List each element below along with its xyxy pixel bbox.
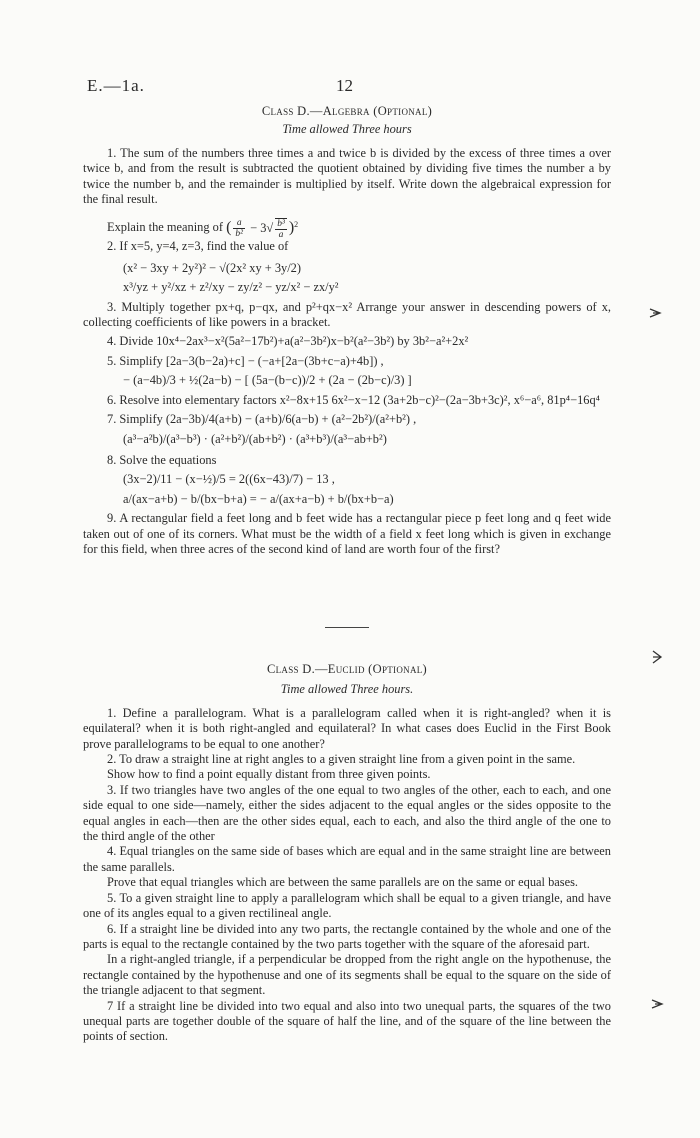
euclid-question-3: 3. If two triangles have two angles of the one equal to two angles of the other, each to each, and one side equal to one side—namely, either the sides adjacent to the equal angles or the sides opposite to the equal angles in each—then are the other sides equal, each to each, and also the third angle of the one to the third angle of the other xyxy=(83,782,611,844)
algebra-question-7-expression-b: (a³−a²b)/(a³−b³) · (a²+b²)/(ab+b²) · (a³+b³)/(a³−ab+b²) xyxy=(123,431,387,446)
algebra-time-allowed: Time allowed Three hours xyxy=(282,122,412,137)
algebra-question-2-expression-a: (x² − 3xy + 2y²)² − √(2x² xy + 3y/2) xyxy=(123,260,301,275)
page-number: 12 xyxy=(336,76,353,95)
euclid-question-1: 1. Define a parallelogram. What is a parallelogram called when it is right-angled? when it is equilateral? when it is both right-angled and equilateral? In what cases does Euclid in the First Book prove parallelograms to be equal to one another? xyxy=(83,705,611,751)
document-code: E.—1a. xyxy=(87,76,145,95)
algebra-question-1b-text: Explain the meaning of xyxy=(107,220,223,235)
algebra-question-2: 2. If x=5, y=4, z=3, find the value of xyxy=(107,239,289,254)
euclid-section xyxy=(83,662,611,1045)
algebra-question-1b-expression: ( $\frac{a}{\text{b²}}$ − 3√ $\frac{\text{b³}}{a}$ )$^2$ xyxy=(226,218,299,240)
binding-mark-icon xyxy=(650,649,664,665)
algebra-question-2-expression-b: x³/yz + y²/xz + z²/xy − zy/z² − yz/x² − zx/y² xyxy=(123,280,339,295)
algebra-question-4: 4. Divide 10x⁴−2ax³−x²(5a²−17b²)+a(a²−3b²)x−b²(a²−3b²) by 3b²−a²+2x² xyxy=(107,334,469,349)
euclid-question-4-part-b: Prove that equal triangles which are between the same parallels are on the same or equal bases. xyxy=(107,875,579,890)
algebra-question-7: 7. Simplify (2a−3b)/4(a+b) − (a+b)/6(a−b) + (a²−2b²)/(a²+b²) , xyxy=(107,412,417,427)
algebra-question-6: 6. Resolve into elementary factors x²−8x+15 6x²−x−12 (3a+2b−c)²−(2a−3b+3c)², x⁶−a⁶, 81p⁴−16q⁴ xyxy=(107,392,601,407)
algebra-question-5: 5. Simplify [2a−3(b−2a)+c] − (−a+[2a−(3b+c−a)+4b]) , xyxy=(107,353,384,368)
algebra-question-8-equation-a: (3x−2)/11 − (x−½)/5 = 2((6x−43)/7) − 13 , xyxy=(123,472,335,487)
algebra-question-5-expression-b: − (a−4b)/3 + ½(2a−b) − [ (5a−(b−c))/2 + (2a − (2b−c)/3) ] xyxy=(123,373,412,388)
algebra-question-8-equation-b: a/(ax−a+b) − b/(bx−b+a) = − a/(ax+a−b) + b/(bx+b−a) xyxy=(123,491,394,506)
algebra-question-9: 9. A rectangular field a feet long and b feet wide has a rectangular piece p feet long and q feet wide taken out of one of its corners. What must be the width of a field x feet long which is given in exchange for this field, when three acres of the second kind of land are worth four of the first? xyxy=(83,511,611,556)
algebra-question-1-part-b xyxy=(107,213,611,240)
euclid-time-allowed: Time allowed Three hours. xyxy=(280,682,414,697)
euclid-question-2-part-b: Show how to find a point equally distant from three given points. xyxy=(107,767,431,782)
euclid-question-6-part-b: In a right-angled triangle, if a perpendicular be dropped from the right angle on the hypothenuse, the rectangle contained by the hypothenuse and one of its segments shall be equal to the square on the side of the triangle adjacent to that segment. xyxy=(83,952,611,998)
section-divider xyxy=(325,627,369,628)
algebra-section xyxy=(83,104,611,557)
algebra-question-1: 1. The sum of the numbers three times a and twice b is divided by the excess of three times a over twice b, and from the result is subtracted the quotient obtained by dividing five times the number a by twice the number b, and the remainder is multiplied by itself. Write down the algebraical expression for the final result. xyxy=(83,145,611,207)
binding-mark-icon xyxy=(648,306,662,320)
euclid-question-2: 2. To draw a straight line at right angles to a given straight line from a given point in the same. xyxy=(107,752,576,767)
euclid-question-6: 6. If a straight line be divided into any two parts, the rectangle contained by the whole and one of the parts is equal to the rectangle contained by the two parts together with the square of the aforesaid part. xyxy=(83,921,611,951)
algebra-question-8: 8. Solve the equations xyxy=(107,452,217,467)
euclid-question-4: 4. Equal triangles on the same side of bases which are equal and in the same straight line are between the same parallels. xyxy=(83,844,611,874)
euclid-question-5: 5. To a given straight line to apply a parallelogram which shall be equal to a given triangle, and have one of its angles equal to a given rectilineal angle. xyxy=(83,890,611,921)
algebra-title: Class D.—Algebra (Optional) xyxy=(261,104,433,118)
binding-mark-icon xyxy=(650,997,664,1011)
euclid-question-7: 7 If a straight line be divided into two equal and also into two unequal parts, the squares of the two unequal parts are together double of the square of half the line, and of the square of the line between the points of section. xyxy=(83,998,611,1044)
algebra-question-3: 3. Multiply together px+q, p−qx, and p²+qx−x² Arrange your answer in descending powers of x, collecting coefficients of like powers in a bracket. xyxy=(83,299,611,330)
euclid-title: Class D.—Euclid (Optional) xyxy=(266,662,428,676)
